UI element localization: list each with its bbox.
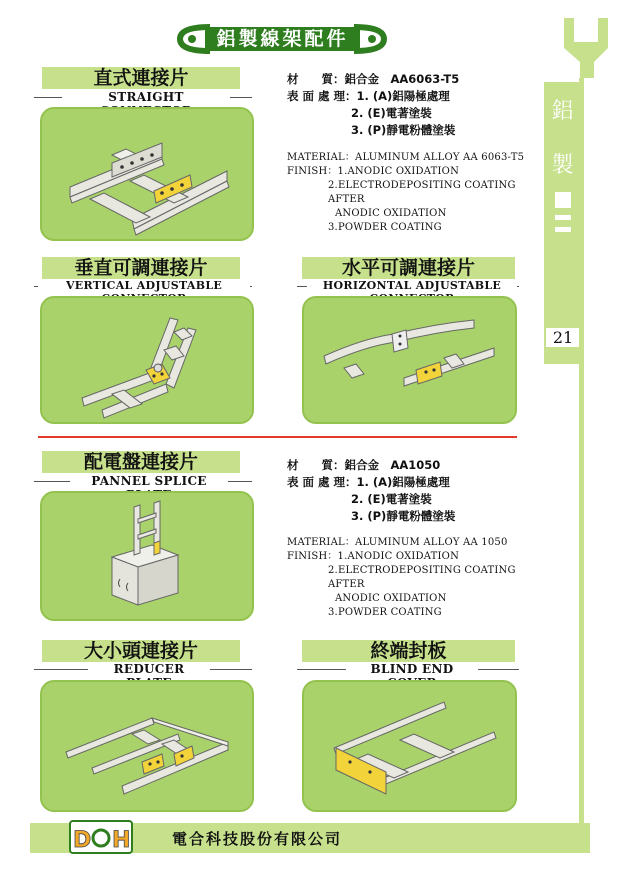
finish-item-1: 1. (A)鋁陽極處理 xyxy=(356,475,450,489)
finish-en-1: FINISH：1.ANODIC OXIDATION xyxy=(287,166,460,177)
specs-en-block-2 xyxy=(287,536,537,620)
straight-title-zh: 直式連接片 xyxy=(42,67,240,89)
finish-en-2b: ANODIC OXIDATION xyxy=(335,208,447,219)
specs-block-2 xyxy=(287,457,547,525)
pannel-title-en: PANNEL SPLICE xyxy=(70,474,228,502)
material-en: MATERIAL：ALUMINUM ALLOY AA 1050 xyxy=(287,537,508,548)
vertical-connector-image xyxy=(40,296,254,424)
material-label: 材 質： xyxy=(287,458,345,472)
side-char-2: 製 xyxy=(551,153,574,178)
horizontal-title-en: HORIZONTAL ADJUSTABLE xyxy=(307,279,517,305)
company-logo xyxy=(68,817,134,857)
company-name: 電合科技股份有限公司 xyxy=(172,830,343,848)
finish-en-3: 3.POWDER COATING xyxy=(328,222,442,233)
section-divider xyxy=(38,436,517,438)
blind-title-zh: 終端封板 xyxy=(302,640,515,662)
blind-end-cover-image xyxy=(302,680,517,812)
finish-item-1: 1. (A)鋁陽極處理 xyxy=(356,89,450,103)
svg-text:H: H xyxy=(112,828,131,853)
straight-title-en: STRAIGHT xyxy=(62,90,230,118)
blind-title-en: BLIND END xyxy=(346,662,478,690)
specs-block-1 xyxy=(287,71,547,139)
side-rule xyxy=(579,78,584,848)
pannel-title-zh: 配電盤連接片 xyxy=(42,451,240,473)
vertical-title-en: VERTICAL ADJUSTABLE xyxy=(38,279,250,305)
reducer-plate-image xyxy=(40,680,254,812)
side-bar-icon xyxy=(555,227,571,232)
finish-en-1: FINISH：1.ANODIC OXIDATION xyxy=(287,551,460,562)
finish-item-2: 2. (E)電著塗裝 xyxy=(351,106,432,120)
horizontal-title-zh: 水平可調連接片 xyxy=(302,257,515,279)
finish-item-3: 3. (P)靜電粉體塗裝 xyxy=(351,123,456,137)
finish-en-2a: 2.ELECTRODEPOSITING COATING AFTER xyxy=(328,180,516,205)
side-tab-ornament xyxy=(560,18,612,78)
finish-label: 表 面 處 理： xyxy=(287,475,357,489)
material-value: 鋁合金 AA6063-T5 xyxy=(344,72,460,86)
material-en: MATERIAL：ALUMINUM ALLOY AA 6063-T5 xyxy=(287,152,525,163)
straight-connector-image xyxy=(40,107,254,241)
page-title: 鋁製線架配件 xyxy=(205,27,360,51)
finish-en-2a: 2.ELECTRODEPOSITING COATING AFTER xyxy=(328,565,516,590)
svg-text:D: D xyxy=(73,828,92,853)
reducer-title-zh: 大小頭連接片 xyxy=(42,640,240,662)
specs-en-block-1 xyxy=(287,151,537,235)
finish-item-2: 2. (E)電著塗裝 xyxy=(351,492,432,506)
material-label: 材 質： xyxy=(287,72,345,86)
finish-en-3: 3.POWDER COATING xyxy=(328,607,442,618)
finish-item-3: 3. (P)靜電粉體塗裝 xyxy=(351,509,456,523)
side-bar-icon xyxy=(555,215,571,220)
pannel-splice-image xyxy=(40,491,254,621)
reducer-title-en: REDUCER xyxy=(88,662,210,690)
side-category-bar xyxy=(544,82,581,364)
side-char-1: 鋁 xyxy=(551,99,574,124)
side-block-icon xyxy=(555,192,571,208)
material-value: 鋁合金 AA1050 xyxy=(344,458,441,472)
vertical-title-zh: 垂直可調連接片 xyxy=(42,257,240,279)
finish-en-2b: ANODIC OXIDATION xyxy=(335,593,447,604)
page-number: 21 xyxy=(546,328,580,347)
horizontal-connector-image xyxy=(302,296,517,424)
finish-label: 表 面 處 理： xyxy=(287,89,357,103)
